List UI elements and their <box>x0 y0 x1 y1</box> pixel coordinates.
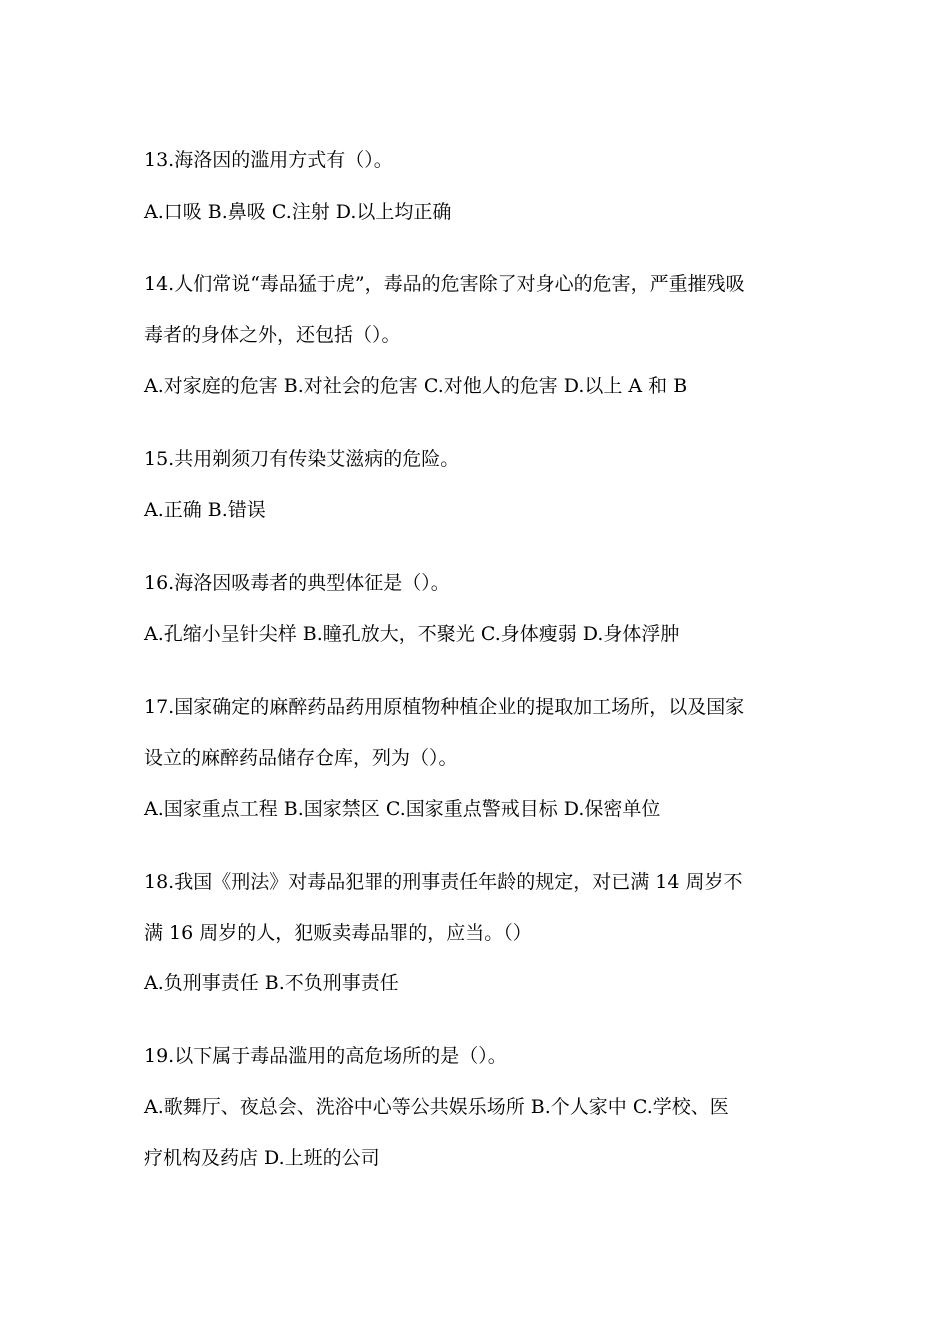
question-16-stem-line-1: 16.海洛因吸毒者的典型体征是（）。 <box>144 572 450 594</box>
question-18-options-line-1: A.负刑事责任 B.不负刑事责任 <box>144 972 399 994</box>
question-16-options-line-1: A.孔缩小呈针尖样 B.瞳孔放大，不聚光 C.身体瘦弱 D.身体浮肿 <box>144 623 680 645</box>
question-13-options-line-1: A.口吸 B.鼻吸 C.注射 D.以上均正确 <box>144 201 452 223</box>
question-18-stem-line-1: 18.我国《刑法》对毒品犯罪的刑事责任年龄的规定，对已满 14 周岁不 <box>144 871 743 893</box>
question-15-options-line-1: A.正确 B.错误 <box>144 499 266 521</box>
question-14-stem-line-2: 毒者的身体之外，还包括（）。 <box>144 324 401 346</box>
question-14-options-line-1: A.对家庭的危害 B.对社会的危害 C.对他人的危害 D.以上 A 和 B <box>144 375 688 397</box>
question-14-stem-line-1: 14.人们常说“毒品猛于虎”，毒品的危害除了对身心的危害，严重摧残吸 <box>144 273 745 295</box>
question-19-options-line-1: A.歌舞厅、夜总会、洗浴中心等公共娱乐场所 B.个人家中 C.学校、医 <box>144 1096 729 1118</box>
question-17-stem-line-2: 设立的麻醉药品储存仓库，列为（）。 <box>144 747 458 769</box>
question-13-stem-line-1: 13.海洛因的滥用方式有（）。 <box>144 149 393 171</box>
question-19-stem-line-1: 19.以下属于毒品滥用的高危场所的是（）。 <box>144 1045 507 1067</box>
question-19-options-line-2: 疗机构及药店 D.上班的公司 <box>144 1147 380 1169</box>
question-17-options-line-1: A.国家重点工程 B.国家禁区 C.国家重点警戒目标 D.保密单位 <box>144 798 661 820</box>
question-17-stem-line-1: 17.国家确定的麻醉药品药用原植物种植企业的提取加工场所，以及国家 <box>144 696 745 718</box>
question-15-stem-line-1: 15.共用剃须刀有传染艾滋病的危险。 <box>144 448 460 470</box>
question-18-stem-line-2: 满 16 周岁的人，犯贩卖毒品罪的，应当。（） <box>144 922 532 944</box>
